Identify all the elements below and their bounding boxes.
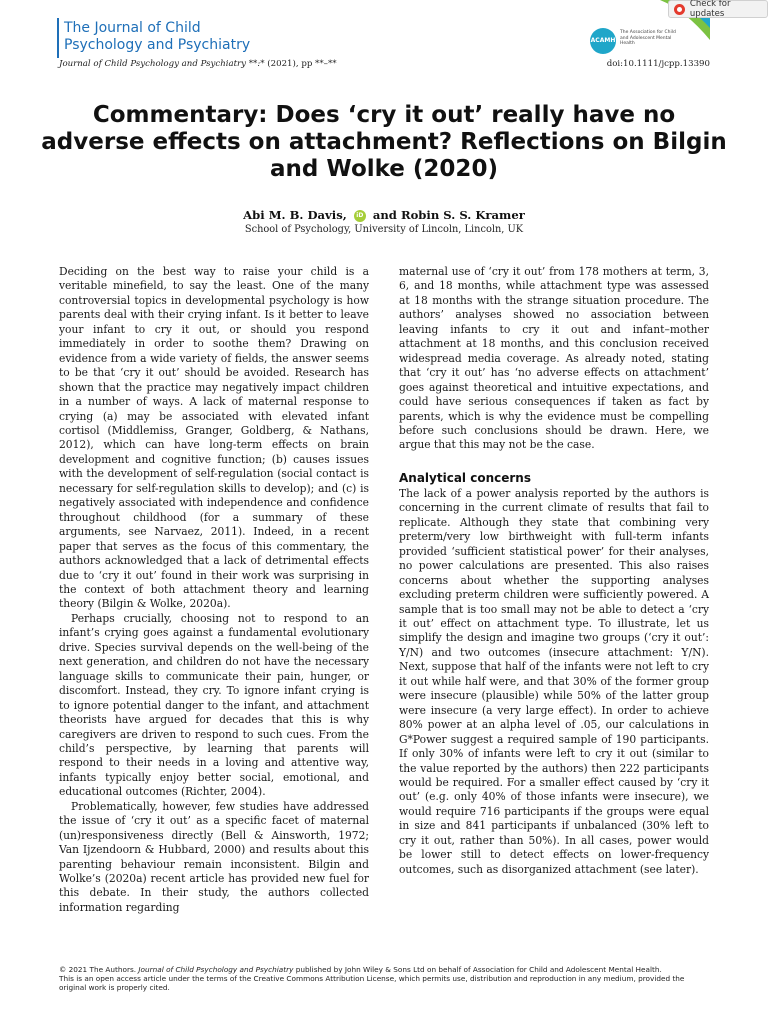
column-right — [399, 265, 709, 877]
paragraph: Problematically, however, few studies have addressed the issue of ‘cry it out’ as a specific facet of maternal (un)responsiveness directly (Bell & Ainsworth, 1972; Van Ijzendoorn & Hubbard, 2000) and results about this parenting behaviour remain inconsistent. Bilgin and Wolke’s (2020a) recent article has provided new fuel for this debate. In their study, the authors collected information regarding — [59, 799, 369, 914]
citation-journal: Journal of Child Psychology and Psychiatry **:* — [59, 59, 268, 69]
paragraph: Deciding on the best way to raise your child is a veritable minefield, to say the least. One of the many controversial topics in developmental psychology is how parents deal with their crying infant. Is it better to leave your infant to cry it out, or should you respond immediately in order to soothe them? Drawing on evidence from a wide variety of fields, the answer seems to be that ‘cry it out’ should be avoided. Research has shown that the practice may negatively impact children in a number of ways. A lack of maternal response to crying (a) may be associated with elevated infant cortisol (Middlemiss, Granger, Goldberg, & Nathans, 2012), which can have long-term effects on brain development and cognitive function; (b) causes issues with the development of self-regulation (social contact is necessary for self-regulation skills to develop); and (c) is negatively associated with independence and confidence throughout childhood (for a summary of these arguments, see Narvaez, 2011). Indeed, in a recent paper that serves as the focus of this commentary, the authors acknowledged that a lack of detrimental effects due to ‘cry it out’ found in their work was surprising in the context of both attachment theory and learning theory (Bilgin & Wolke, 2020a). — [59, 265, 369, 611]
check-updates-label: Check for updates — [689, 0, 731, 19]
author-2[interactable]: and Robin S. S. Kramer — [372, 208, 525, 222]
journal-name-line1: The Journal of Child — [64, 20, 201, 36]
journal-rule — [57, 18, 59, 58]
paragraph: Perhaps crucially, choosing not to respond to an infant’s crying goes against a fundamental evolutionary drive. Species survival depends on the well-being of the next generation, and children do not have the necessary language skills to communicate their pain, hunger, or discomfort. Instead, they cry. To ignore infant crying is to ignore potential danger to the infant, and attachment theorists have argued for decades that this is why caregivers are driven to respond to such cues. From the child’s perspective, by learning that parents will respond to their needs in a loving and attentive way, infants typically enjoy better social, emotional, and educational outcomes (Richter, 2004). — [59, 611, 369, 799]
check-for-updates-button[interactable] — [668, 0, 768, 18]
author-1[interactable]: Abi M. B. Davis, — [243, 208, 347, 222]
copyright-journal: Journal of Child Psychology and Psychiatry — [138, 965, 294, 974]
citation-rest: (2021), pp **–** — [267, 59, 337, 69]
check-updates-icon — [674, 4, 685, 15]
orcid-icon[interactable]: iD — [354, 210, 366, 222]
column-left — [59, 265, 369, 915]
copyright-line — [59, 965, 711, 974]
section-heading: Analytical concerns — [399, 470, 531, 485]
license-footnote — [59, 965, 711, 992]
doi-link[interactable]: doi:10.1111/jcpp.13390 — [606, 59, 710, 69]
license-line: This is an open access article under the terms of the Creative Commons Attribution License, which permits use, distribution and reproduction in any medium, provided the original work is properly cited. — [59, 974, 685, 992]
journal-name[interactable] — [64, 20, 250, 54]
acamh-text: The Association for Child and Adolescent Mental Health — [620, 30, 676, 46]
paragraph: The lack of a power analysis reported by the authors is concerning in the current climate of results that fail to replicate. Although they state that combining very preterm/very low birthweight with full-term infants provided ‘sufficient statistical power’ for their analyses, no power calculations are presented. This also raises concerns about whether the supporting analyses excluding preterm children were sufficiently powered. A sample that is too small may not be able to detect a ‘cry it out’ effect on attachment type. To illustrate, let us simplify the design and imagine two groups (‘cry it out’: Y/N) and two outcomes (insecure attachment: Y/N). Next, suppose that half of the infants were not left to cry it out while half were, and that 30% of the former group were insecure (plausible) while 50% of the latter group were insecure (a very large effect). In order to achieve 80% power at an alpha level of .05, our calculations in G*Power suggest a required sample of 190 participants. If only 30% of infants were left to cry it out (similar to the value reported by the authors) then 222 participants would be required. For a smaller effect caused by ‘cry it out’ (e.g. only 40% of those infants were insecure), we would require 716 participants if the groups were equal in size and 841 participants if unbalanced (30% left to cry it out, rather than 50%). In all cases, power would be lower still to detect effects on lower-frequency outcomes, such as disorganized attachment (see later). — [399, 486, 709, 876]
citation-line — [59, 59, 337, 69]
article-title: Commentary: Does ‘cry it out’ really have no adverse effects on attachment? Reflections on Bilgin and Wolke (2020) — [41, 102, 727, 182]
author-list — [0, 208, 768, 222]
acamh-logo: ACAMH — [590, 28, 616, 54]
journal-name-line2: Psychology and Psychiatry — [64, 37, 251, 53]
copyright-publisher: published by John Wiley & Sons Ltd on behalf of Association for Child and Adolescent Mental Health. — [293, 965, 662, 974]
paragraph: maternal use of ‘cry it out’ from 178 mothers at term, 3, 6, and 18 months, while attachment type was assessed at 18 months with the strange situation procedure. The authors’ analyses showed no association between leaving infants to cry it out and infant–mother attachment at 18 months, and this conclusion received widespread media coverage. As already noted, stating that ‘cry it out’ has ‘no adverse effects on attachment’ goes against theoretical and intuitive expectations, and could have serious consequences if taken as fact by parents, which is why the evidence must be compelling before such conclusions should be drawn. Here, we argue that this may not be the case. — [399, 265, 709, 452]
copyright-text: © 2021 The Authors. — [59, 965, 139, 974]
affiliation: School of Psychology, University of Lincoln, Lincoln, UK — [244, 224, 524, 235]
